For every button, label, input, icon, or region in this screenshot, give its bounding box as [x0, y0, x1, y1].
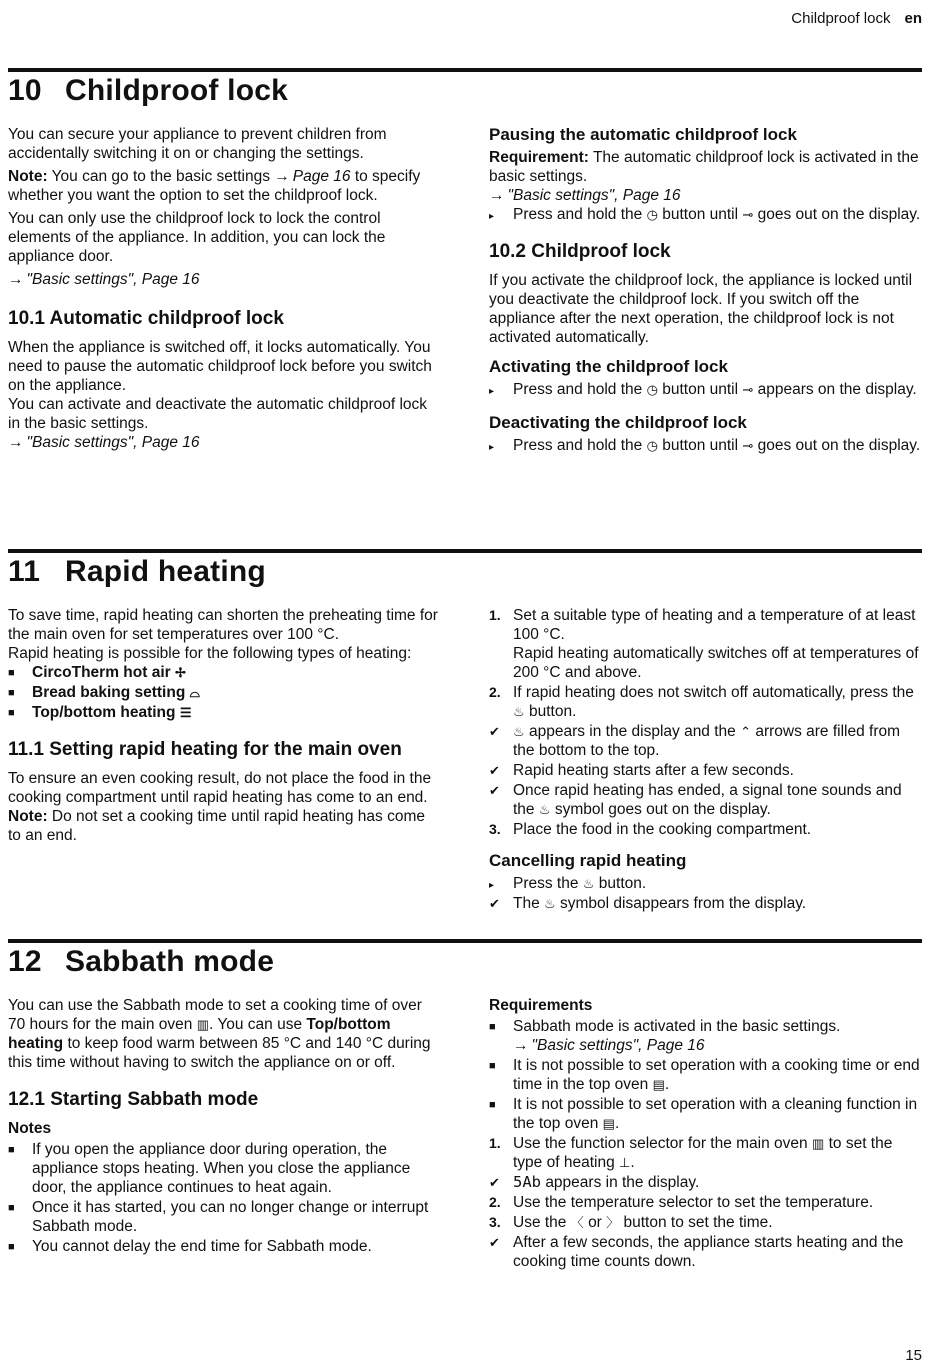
list-item: ✔ 5Ab appears in the display.: [489, 1173, 700, 1191]
instruction-list: [489, 436, 921, 455]
clock-icon: ◷: [646, 207, 658, 222]
chapter-10-heading: 10 Childproof lock: [8, 74, 288, 107]
bullet-icon: ■: [489, 1021, 496, 1033]
list-item: ■ Bread baking setting ⌓: [8, 684, 200, 701]
instruction-list: [489, 380, 921, 399]
chapter-rule: [8, 68, 922, 72]
page-number: 15: [905, 1347, 922, 1364]
list-item: ■ Top/bottom heating ☰: [8, 704, 192, 721]
list-item: ■ Once it has started, you can no longer change or interrupt Sabbath mode.: [8, 1199, 429, 1235]
rapid-heating-icon: ♨: [538, 802, 551, 817]
lock-paragraph: You can only use the childproof lock to lock the control elements of the appliance. In addition, you can lock the appliance door.: [8, 210, 386, 265]
arrow-icon: →: [513, 1037, 529, 1054]
list-item: ✔ Rapid heating starts after a few seconds.: [489, 762, 794, 779]
deactivate-lock-heading: Deactivating the childproof lock: [489, 413, 747, 432]
cross-reference[interactable]: → "Basic settings", Page 16: [513, 1037, 705, 1054]
chapter-12-heading: 12 Sabbath mode: [8, 945, 275, 978]
requirement-paragraph: Requirement: The automatic childproof lock is activated in the basic settings.: [489, 149, 919, 185]
auto-lock-paragraph: When the appliance is switched off, it locks automatically. You need to pause the automatic childproof lock before you switch on the appliance.: [8, 339, 432, 394]
list-item: ▸ Press and hold the ◷ button until ⊸ goes out on the display.: [489, 436, 921, 455]
list-item: 2. Use the temperature selector to set the temperature.: [489, 1194, 874, 1211]
bullet-icon: ■: [8, 707, 15, 719]
requirements-list: [489, 1017, 921, 1133]
list-item: 2. If rapid heating does not switch off automatically, press the ♨ button.: [489, 684, 914, 720]
arrow-icon: →: [274, 168, 290, 185]
instruction-list: [489, 874, 921, 913]
clock-icon: ◷: [646, 438, 658, 453]
notes-list: [8, 1140, 440, 1256]
note-paragraph: Note: You can go to the basic settings → Page 16 to specify whether you want the option to set the childproof lock.: [8, 168, 421, 204]
arrow-icon: →: [8, 271, 24, 288]
section-10-2-heading: 10.2 Childproof lock: [489, 241, 671, 262]
low-heat-icon: ⊥: [619, 1155, 631, 1170]
header-title: Childproof lock: [791, 10, 891, 27]
step-marker-icon: ▸: [489, 880, 495, 891]
bullet-icon: ■: [8, 1241, 15, 1253]
bullet-icon: ■: [8, 1144, 15, 1156]
key-lock-icon: ⊸: [742, 207, 754, 222]
chevron-right-icon: 〉: [606, 1215, 620, 1230]
heating-types-list: [8, 663, 440, 722]
bullet-icon: ■: [8, 1202, 15, 1214]
chapter-rule: [8, 549, 922, 553]
step-marker-icon: ▸: [489, 442, 495, 453]
running-header: [791, 10, 922, 27]
rapid-heating-steps: [489, 606, 921, 839]
bullet-icon: ■: [489, 1060, 496, 1072]
chapter-10-left-column: [8, 125, 440, 456]
auto-lock-paragraph-2: You can activate and deactivate the automatic childproof lock in the basic settings.: [8, 396, 428, 432]
bullet-icon: ■: [489, 1099, 496, 1111]
top-oven-icon: ▤: [652, 1077, 665, 1092]
even-result-paragraph: To ensure an even cooking result, do not place the food in the cooking compartment until rapid heating has come to an end.: [8, 770, 432, 806]
cross-reference[interactable]: → "Basic settings", Page 16: [489, 187, 681, 204]
rapid-heating-icon: ♨: [582, 876, 595, 891]
list-item: ■ You cannot delay the end time for Sabbath mode.: [8, 1238, 372, 1255]
check-icon: ✔: [489, 763, 500, 778]
bullet-icon: ■: [8, 687, 15, 699]
circotherm-fan-icon: ✢: [174, 665, 186, 680]
notes-heading: Notes: [8, 1120, 52, 1137]
list-item: ■ It is not possible to set operation with a cooking time or end time in the top oven ▤.: [489, 1057, 920, 1093]
list-item: 3. Place the food in the cooking compartment.: [489, 821, 812, 838]
check-icon: ✔: [489, 783, 500, 798]
check-icon: ✔: [489, 1175, 500, 1190]
key-lock-icon: ⊸: [742, 382, 754, 397]
display-readout: 5Ab: [513, 1173, 541, 1191]
chapter-11-heading: 11 Rapid heating: [8, 555, 266, 588]
sabbath-intro-paragraph: You can use the Sabbath mode to set a cooking time of over 70 hours for the main oven ▥. You can use Top/bottom heating to keep food warm between 85 °C and 140 °C during this time without having to switch the appliance on or off.: [8, 997, 431, 1071]
chapter-10-right-column: [489, 125, 921, 456]
thermometer-icon: ♨: [513, 724, 525, 739]
step-marker-icon: ▸: [489, 386, 495, 397]
requirements-heading: Requirements: [489, 997, 593, 1014]
check-icon: ✔: [489, 724, 500, 739]
cancel-rapid-heading: Cancelling rapid heating: [489, 851, 687, 870]
rapid-heating-icon: ♨: [544, 896, 556, 911]
top-bottom-heating-icon: ☰: [179, 705, 192, 720]
list-item: ✔ The ♨ symbol disappears from the display.: [489, 895, 807, 912]
childproof-paragraph: If you activate the childproof lock, the appliance is locked until you deactivate the childproof lock. If you switch off the appliance after the next operation, the childproof lock is not activated automatically.: [489, 272, 913, 346]
list-item: ✔ After a few seconds, the appliance starts heating and the cooking time counts down.: [489, 1234, 904, 1270]
list-item: ✔ ♨ appears in the display and the ⌃ arrows are filled from the bottom to the top.: [489, 723, 901, 759]
key-lock-icon: ⊸: [742, 438, 754, 453]
chapter-12-left-column: [8, 996, 440, 1257]
chapter-rule: [8, 939, 922, 943]
language-code: en: [904, 10, 922, 27]
section-11-1-heading: 11.1 Setting rapid heating for the main oven: [8, 739, 402, 760]
cross-reference[interactable]: → "Basic settings", Page 16: [8, 434, 200, 451]
list-item: ■ CircoTherm hot air ✢: [8, 664, 186, 681]
arrow-icon: →: [8, 434, 24, 451]
note-paragraph: Note: Do not set a cooking time until rapid heating has come to an end.: [8, 808, 425, 844]
activate-lock-heading: Activating the childproof lock: [489, 357, 728, 376]
list-item: ▸ Press the ♨ button.: [489, 874, 921, 893]
list-item: ✔ Once rapid heating has ended, a signal tone sounds and the ♨ symbol goes out on the display.: [489, 782, 902, 818]
list-item: ■ Sabbath mode is activated in the basic settings. → "Basic settings", Page 16: [489, 1018, 841, 1054]
chapter-11-left-column: [8, 606, 440, 849]
clock-icon: ◷: [646, 382, 658, 397]
step-marker-icon: ▸: [489, 211, 495, 222]
chevron-left-icon: 〈: [570, 1215, 584, 1230]
top-oven-icon: ▤: [602, 1116, 615, 1131]
main-oven-icon: ▥: [196, 1017, 209, 1032]
bullet-icon: ■: [8, 667, 15, 679]
check-icon: ✔: [489, 896, 500, 911]
rapid-heating-icon: ♨: [513, 704, 525, 719]
heating-types-paragraph: Rapid heating is possible for the following types of heating:: [8, 645, 412, 662]
arrow-up-icon: ⌃: [740, 724, 752, 739]
main-oven-icon: ▥: [811, 1136, 825, 1151]
cross-reference[interactable]: → Page 16: [274, 168, 351, 185]
list-item: 1. Use the function selector for the main oven ▥ to set the type of heating ⊥.: [489, 1135, 893, 1171]
chapter-11-right-column: [489, 606, 921, 914]
list-item: 3. Use the 〈 or 〉 button to set the time.: [489, 1214, 773, 1231]
bread-baking-icon: ⌓: [189, 685, 200, 700]
chapter-12-right-column: [489, 996, 921, 1272]
check-icon: ✔: [489, 1235, 500, 1250]
intro-paragraph: You can secure your appliance to prevent children from accidentally switching it on or changing the settings.: [8, 126, 387, 162]
instruction-list: [489, 205, 921, 224]
pause-lock-heading: Pausing the automatic childproof lock: [489, 125, 797, 144]
rapid-heating-paragraph: To save time, rapid heating can shorten the preheating time for the main oven for set temperatures over 100 °C.: [8, 607, 438, 643]
list-item: 1. Set a suitable type of heating and a temperature of at least 100 °C. Rapid heating automatically switches off at temperatures of 200 °C and above.: [489, 607, 919, 681]
cross-reference[interactable]: → "Basic settings", Page 16: [8, 271, 200, 288]
list-item: ▸ Press and hold the ◷ button until ⊸ appears on the display.: [489, 380, 921, 399]
list-item: ▸ Press and hold the ◷ button until ⊸ goes out on the display.: [489, 205, 921, 224]
section-10-1-heading: 10.1 Automatic childproof lock: [8, 308, 284, 329]
sabbath-steps: [489, 1134, 921, 1271]
list-item: ■ It is not possible to set operation with a cleaning function in the top oven ▤.: [489, 1096, 918, 1132]
list-item: ■ If you open the appliance door during operation, the appliance stops heating. When you close the appliance door, the appliance continues to heat again.: [8, 1141, 411, 1196]
section-12-1-heading: 12.1 Starting Sabbath mode: [8, 1089, 259, 1110]
arrow-icon: →: [489, 187, 505, 204]
